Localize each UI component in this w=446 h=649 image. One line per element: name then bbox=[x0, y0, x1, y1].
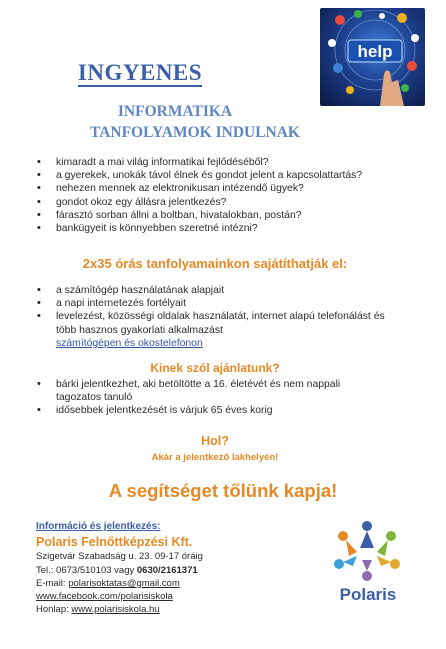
list-item bbox=[30, 310, 390, 350]
subtitle-line2: TANFOLYAMOK INDULNAK bbox=[90, 124, 300, 141]
contact-heading: Információ és jelentkezés: bbox=[36, 521, 161, 532]
logo-text: Polaris bbox=[339, 585, 397, 604]
list-item: • bárki jelentkezhet, aki betöltötte a 16. életévét és nem nappali tagozatos tanuló bbox=[30, 378, 356, 404]
website-link[interactable]: www.polarisiskola.hu bbox=[71, 604, 160, 615]
list-item: • a számítógép használatának alapjait bbox=[30, 284, 390, 297]
website-label: Honlap: bbox=[36, 604, 72, 615]
facebook-link[interactable]: www.facebook.com/polarisiskola bbox=[36, 591, 173, 602]
list-item: • gondot okoz egy állásra jelentkezés? bbox=[30, 196, 430, 209]
where-text: Akár a jelentkező lakhelyén! bbox=[151, 452, 279, 463]
question-list bbox=[30, 156, 430, 235]
phone bbox=[36, 565, 198, 576]
polaris-logo-icon bbox=[327, 516, 407, 584]
list-item: • a napi internetezés fortélyait bbox=[30, 297, 390, 310]
website-line bbox=[36, 604, 160, 615]
list-item: • a gyerekek, unokák távol élnek és gondot jelent a kapcsolattartás? bbox=[30, 169, 430, 182]
list-item: • nehezen mennek az elektronikusan intézendő ügyek? bbox=[30, 182, 430, 195]
list-item: • fárasztó sorban állni a boltban, hivatalokban, postán? bbox=[30, 209, 430, 222]
audience-list bbox=[30, 378, 430, 418]
email-link[interactable]: polarisoktatas@gmail.com bbox=[68, 578, 180, 589]
company-name: Polaris Felnőttképzési Kft. bbox=[36, 535, 193, 549]
title-text: INGYENES bbox=[78, 61, 202, 87]
phone-prefix: Tel.: 0673/510103 vagy bbox=[36, 565, 137, 576]
subtitle-line1: INFORMATIKA bbox=[117, 103, 233, 120]
where-heading: Hol? bbox=[201, 434, 229, 448]
help-image bbox=[320, 8, 425, 106]
list-item-text: levelezést, közösségi oldalak használatát, internet alapú telefonálást és több hasznos gyakorlati alkalmazást bbox=[56, 311, 385, 336]
list-item: • idősebbek jelentkezését is várjuk 65 éves korig bbox=[30, 404, 430, 417]
email-label: E-mail: bbox=[36, 578, 69, 589]
devices-link[interactable]: számítógépen és okostelefonon bbox=[56, 337, 203, 349]
list-item: • bankügyeit is könnyebben szeretné intézni? bbox=[30, 222, 430, 235]
audience-heading: Kinek szól ajánlatunk? bbox=[150, 361, 280, 375]
help-word: help bbox=[357, 42, 393, 61]
slogan: A segítséget tőlünk kapja! bbox=[108, 480, 338, 501]
page-title bbox=[0, 60, 280, 87]
list-item: • kimaradt a mai világ informatikai fejlődéséből? bbox=[30, 156, 430, 169]
phone-mobile: 0630/2161371 bbox=[136, 565, 198, 576]
course-list bbox=[30, 284, 390, 350]
course-heading: 2x35 órás tanfolyamainkon sajátíthatják el: bbox=[82, 256, 348, 271]
email-line bbox=[36, 578, 180, 589]
address: Szigetvár Szabadság u. 23. 09-17 óráig bbox=[36, 551, 203, 562]
